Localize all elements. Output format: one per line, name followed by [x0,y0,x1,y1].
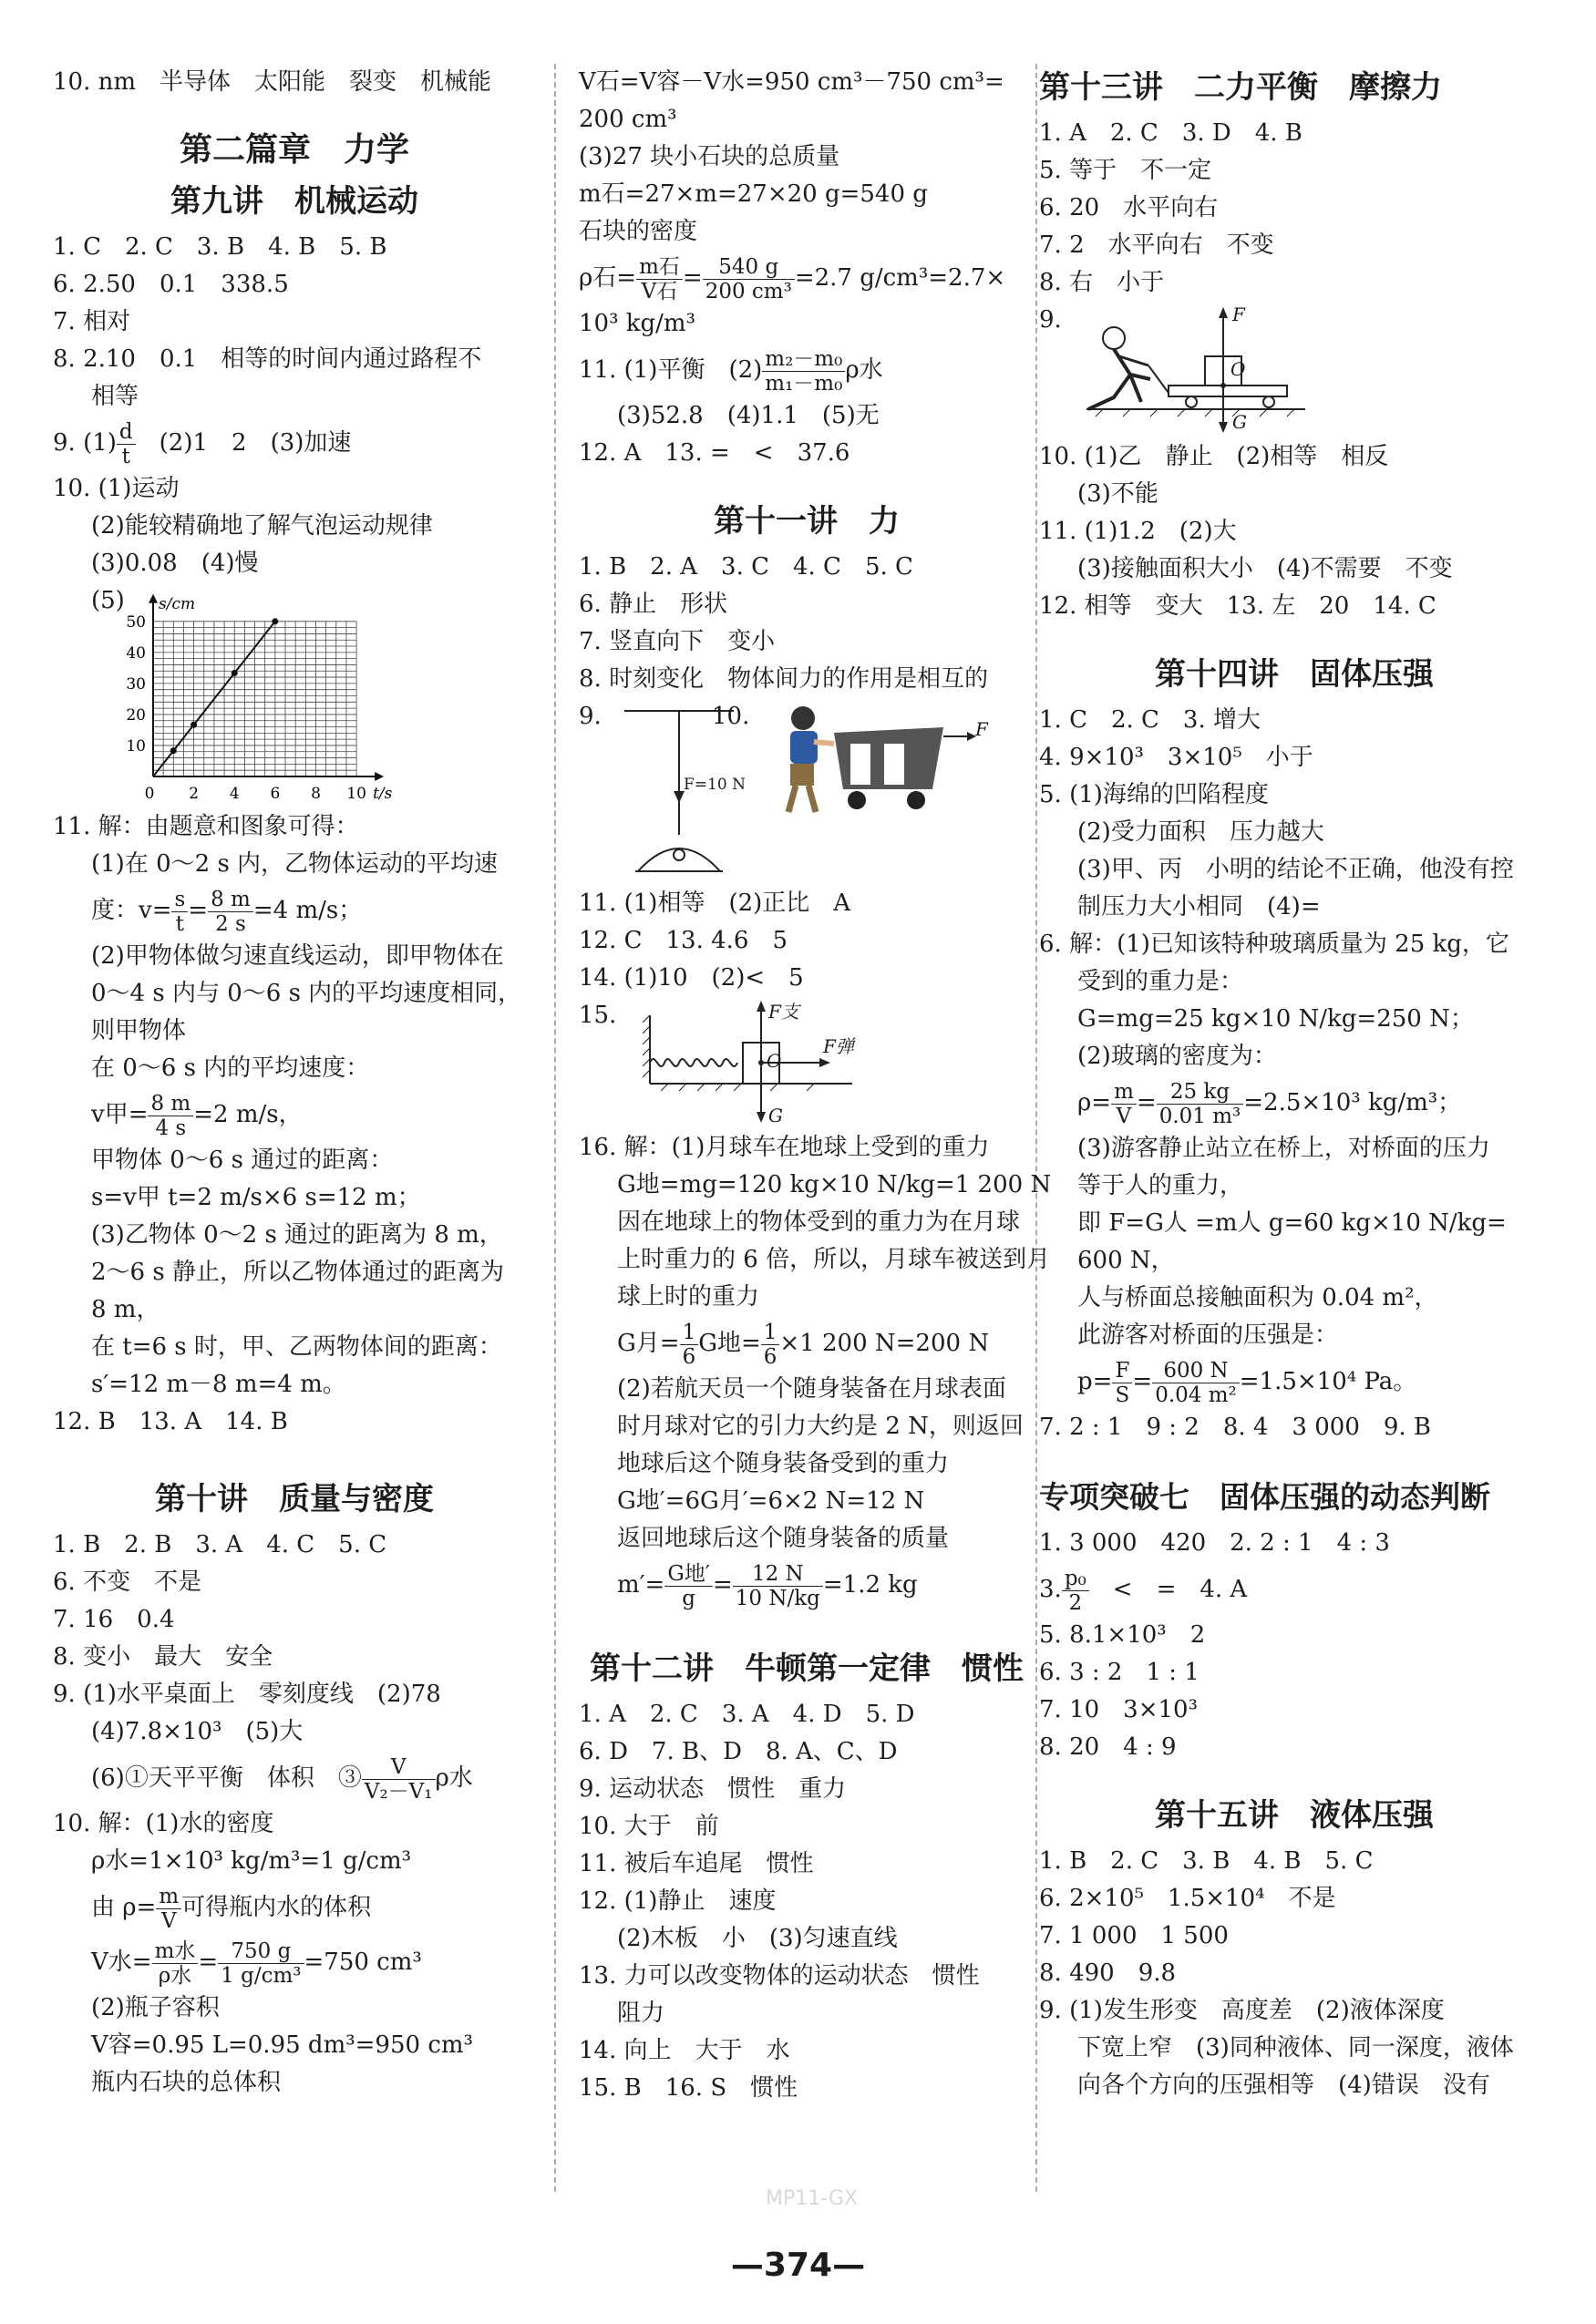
answer-line: 受到的重力是： [1077,968,1244,995]
x-tick-label: 0 [144,785,155,803]
figure-number: 9. [579,703,602,730]
answer-line: 12. (1)静止 速度 [579,1887,777,1915]
answer-line: 8 m， [91,1296,160,1323]
data-point [170,747,177,754]
fraction: $\frac{m}{V}$ [1111,1080,1137,1128]
page-number: —374— [730,2247,866,2284]
answer-line: (2)甲物体做匀速直线运动，即甲物体在 [91,942,504,970]
answer-line: 1. A 2. C 3. D 4. B [1039,119,1303,147]
answer-line: 地球后这个随身装备受到的重力 [617,1450,950,1477]
figure-number: 10. [712,703,750,730]
answer-line: 1. B 2. B 3. A 4. C 5. C [53,1531,387,1558]
answer-line: 12. 相等 变大 13. 左 20 14. C [1039,592,1436,620]
answer-line: 相等 [91,383,139,410]
fraction: $\frac{1}{6}$ [761,1321,780,1369]
answer-line: 7. 竖直向下 变小 [579,628,776,655]
fraction: $\frac{25 kg}{\text{0.01 m³}}$ [1157,1080,1244,1128]
answer-line: 7. 10 3×10³ [1039,1696,1198,1723]
answer-line: 5. (1)海绵的凹陷程度 [1039,781,1269,808]
figures-9-10 [579,698,1035,885]
answer-line: 阻力 [617,2000,665,2027]
st-chart-svg [98,585,490,808]
force-label: G [1232,411,1247,433]
point-label: O [1230,358,1246,380]
x-tick-label: 2 [189,785,200,803]
fraction: $\frac{\text{m水}}{\text{ρ水}}$ [152,1939,199,1988]
spring-block-figure [643,997,861,1125]
column-divider [1035,64,1037,2192]
answer-line: m石=27×m=27×20 g=540 g [579,180,928,208]
answer-line: 5. 8.1×10³ 2 [1039,1621,1206,1649]
answer-line: (2)能较精确地了解气泡运动规律 [91,512,433,540]
fraction: $\frac{12 N}{10 N/kg}$ [733,1562,823,1610]
answer-line: 7. 2 水平向右 不变 [1039,231,1274,259]
answer-line: p= $\frac{F}{S}$ = $\frac{600 N}{\text{0.04 m²}}$ =1.5×10⁴ Pa。 [1077,1358,1417,1407]
answer-line: (3)游客静止站立在桥上，对桥面的压力 [1077,1135,1490,1162]
answer-line: 1. C 2. C 3. 增大 [1039,706,1261,734]
data-point [232,670,238,676]
fraction: $\frac{F}{S}$ [1112,1359,1132,1407]
answer-line: 14. (1)10 (2)< 5 [579,964,804,992]
answer-line: 6. D 7. B、D 8. A、C、D [579,1738,898,1765]
figure-9-pushing-cart [1039,302,1550,438]
answer-line: 6. 2.50 0.1 338.5 [53,271,289,298]
answer-line: 11. 被后车追尾 惯性 [579,1850,814,1877]
force-label: F支 [768,1001,799,1023]
answer-line: (3)27 块小石块的总质量 [579,143,840,170]
x-axis-arrow [375,772,384,781]
answer-line: 200 cm³ [579,106,677,133]
section-title: 第十四讲 固体压强 [1155,656,1434,693]
answer-line: 8. 变小 最大 安全 [53,1643,273,1671]
answer-line: 返回地球后这个随身装备的质量 [617,1525,950,1552]
figure-15 [579,997,1035,1129]
force-label: F [1232,303,1245,325]
answer-line: (2)若航天员一个随身装备在月球表面 [617,1375,1006,1403]
answer-line: m′= $\frac{\text{G地′}}{g}$ = $\frac{12 N}{10 N/kg}$ =1.2 kg [617,1561,918,1610]
fraction: $\frac{V}{\text{V₂－V₁}}$ [362,1755,436,1804]
answer-line: 即 F=G人 =m人 g=60 kg×10 N/kg= [1077,1209,1507,1237]
y-axis-label: s/cm [159,594,196,613]
y-axis-arrow [149,594,158,603]
answer-line: V石=V容－V水=950 cm³－750 cm³= [579,68,1004,96]
answer-line: 8. 时刻变化 物体间力的作用是相互的 [579,665,989,693]
answer-line: 12. A 13. = < 37.6 [579,439,850,467]
answer-line: s′=12 m－8 m=4 m。 [91,1371,346,1398]
answer-line: 8. 2.10 0.1 相等的时间内通过路程不 [53,345,482,373]
answer-line: (1)在 0～2 s 内，乙物体运动的平均速 [91,850,499,878]
answer-line: 8. 20 4 : 9 [1039,1733,1177,1761]
push-cart-figure [1077,302,1314,438]
answer-line: ρ石= $\frac{\text{m石}}{\text{V石}}$ = $\frac{540 g}{\text{200 cm³}}$ =2.7 g/cm³=2.7× [579,254,1006,303]
figure-number: 15. [579,1002,617,1029]
answer-line: 6. 解：(1)已知该特种玻璃质量为 25 kg，它 [1039,931,1509,958]
section-title: 第十二讲 牛顿第一定律 惯性 [590,1650,1024,1687]
data-point [272,618,278,624]
answer-line: 在 0～6 s 内的平均速度： [91,1054,370,1082]
answer-line: 向各个方向的压强相等 (4)错误 没有 [1077,2072,1490,2099]
answer-line: 6. 3 : 2 1 : 1 [1039,1659,1200,1686]
figure-number: 9. [1039,306,1062,334]
answer-line: (3)不能 [1077,480,1158,508]
answer-line: 10. 大于 前 [579,1813,719,1840]
section-title: 第十五讲 液体压强 [1155,1797,1434,1834]
force-label: G [768,1105,783,1126]
answer-line: 13. 力可以改变物体的运动状态 惯性 [579,1962,980,1990]
section-title: 第十三讲 二力平衡 摩擦力 [1039,69,1442,106]
x-axis-label: t/s [373,785,393,803]
fraction: $\frac{s}{t}$ [171,888,188,936]
answer-line: G=mg=25 kg×10 N/kg=250 N； [1077,1005,1474,1033]
answer-line: (4)7.8×10³ (5)大 [91,1718,304,1745]
x-tick-label: 4 [229,785,240,803]
answer-line: 6. 不变 不是 [53,1568,202,1596]
answer-line: 1. A 2. C 3. A 4. D 5. D [579,1701,915,1728]
force-label: F=10 N [684,776,746,794]
answer-line: G地=mg=120 kg×10 N/kg=1 200 N [617,1171,1052,1198]
answer-line: 7. 2 : 1 9 : 2 8. 4 3 000 9. B [1039,1414,1432,1441]
x-tick-label: 8 [311,785,321,803]
answer-line: 9. (1) $\frac{d}{t}$ (2)1 2 (3)加速 [53,419,352,468]
answer-line: 瓶内石块的总体积 [91,2069,282,2096]
answer-line: (2)玻璃的密度为： [1077,1043,1277,1070]
answer-line: V水= $\frac{\text{m水}}{\text{ρ水}}$ = $\frac{750 g}{\text{1 g/cm³}}$ =750 cm³ [91,1938,422,1988]
answer-line: (3)0.08 (4)慢 [91,550,259,577]
answer-line: 15. B 16. S 惯性 [579,2074,798,2102]
answer-column-2 [579,64,1052,2107]
section-title: 第十讲 质量与密度 [155,1481,434,1517]
answer-line: 5. 等于 不一定 [1039,157,1212,184]
y-tick-label: 40 [126,643,146,663]
answer-line: 等于人的重力， [1077,1172,1244,1199]
answer-line: (6)①天平平衡 体积 ③ $\frac{V}{\text{V₂－V₁}}$ ρ水 [91,1754,473,1804]
answer-line: 6. 2×10⁵ 1.5×10⁴ 不是 [1039,1885,1336,1912]
answer-line: 10³ kg/m³ [579,310,696,337]
fraction: $\frac{8 m}{4 s}$ [148,1092,193,1140]
section-title: 专项突破七 固体压强的动态判断 [1039,1479,1490,1515]
answer-line: 制压力大小相同 (4)= [1077,893,1321,920]
answer-line: 2～6 s 静止，所以乙物体通过的距离为 [91,1259,504,1286]
answer-line: 10. 解：(1)水的密度 [53,1810,274,1837]
answer-line: 11. (1)相等 (2)正比 A [579,889,851,917]
answer-line: 7. 相对 [53,308,131,335]
column-divider [554,64,556,2192]
answer-line: 1. C 2. C 3. B 4. B 5. B [53,233,387,261]
answer-line: 球上时的重力 [617,1283,760,1311]
fraction: $\frac{540 g}{\text{200 cm³}}$ [703,255,795,303]
answer-line: 600 N， [1077,1247,1175,1274]
answer-line: 10. (1)乙 静止 (2)相等 相反 [1039,443,1389,470]
answer-line: 0～4 s 内与 0～6 s 内的平均速度相同， [91,980,522,1007]
answer-line: (2)瓶子容积 [91,1994,220,2021]
answer-line: 人与桥面总接触面积为 0.04 m²， [1077,1284,1438,1311]
answer-line: 11. (1)1.2 (2)大 [1039,518,1237,545]
distance-time-graph [53,585,536,808]
answer-line: 甲物体 0～6 s 通过的距离： [91,1147,394,1174]
answer-line: 12. C 13. 4.6 5 [579,927,788,954]
answer-line: 11. (1)平衡 (2) $\frac{\text{m₂－m₀}}{\text{m₁－m₀}}$ ρ水 [579,346,883,396]
x-tick-label: 10 [346,785,366,803]
answer-line: 8. 右 小于 [1039,269,1165,296]
y-tick-label: 20 [126,705,146,725]
x-tick-label: 6 [270,785,281,803]
answer-line: G地′=6G月′=6×2 N=12 N [617,1487,925,1515]
fraction: $\frac{\text{m₂－m₀}}{\text{m₁－m₀}}$ [762,347,845,396]
answer-line: 16. 解：(1)月球车在地球上受到的重力 [579,1134,990,1161]
y-tick-label: 30 [126,674,146,694]
answer-line: (3)接触面积大小 (4)不需要 不变 [1077,555,1453,582]
force-label: F弹 [823,1035,854,1057]
answer-line: G月= $\frac{1}{6}$ G地= $\frac{1}{6}$ ×1 200 N=200 N [617,1320,990,1369]
answer-line: ρ= $\frac{m}{V}$ = $\frac{25 kg}{\text{0.01 m³}}$ =2.5×10³ kg/m³； [1077,1079,1462,1128]
answer-line: 因在地球上的物体受到的重力为在月球 [617,1208,1021,1236]
answer-line: ρ水=1×10³ kg/m³=1 g/cm³ [91,1847,412,1875]
data-point [190,722,197,728]
answer-line: 7. 1 000 1 500 [1039,1922,1229,1949]
answer-line: 则甲物体 [91,1017,187,1044]
answer-line: 由 ρ= $\frac{m}{V}$ 可得瓶内水的体积 [91,1884,372,1933]
fraction: $\frac{m}{V}$ [156,1885,181,1933]
answer-line: 度：v= $\frac{s}{t}$ = $\frac{8 m}{2 s}$ =4 m/s； [91,887,363,936]
answer-line: V容=0.95 L=0.95 dm³=950 cm³ [91,2031,473,2059]
fraction: $\frac{750 g}{\text{1 g/cm³}}$ [218,1939,304,1988]
section-title: 第十一讲 力 [714,503,900,540]
answer-column-3 [1039,64,1550,2104]
fraction: $\frac{\text{m石}}{\text{V石}}$ [636,255,683,303]
answer-line: 4. 9×10³ 3×10⁵ 小于 [1039,744,1313,771]
answer-line: 14. 向上 大于 水 [579,2037,790,2064]
fraction: $\frac{\text{p₀}}{2}$ [1062,1567,1089,1615]
answer-column-1 [53,64,536,2102]
answer-line: 11. 解：由题意和图象可得： [53,813,359,840]
answer-line: 10. nm 半导体 太阳能 裂变 机械能 [53,68,492,96]
answer-line: (2)木板 小 (3)匀速直线 [617,1925,898,1952]
answer-line: 12. B 13. A 14. B [53,1408,288,1435]
section-title: 第九讲 机械运动 [170,183,418,220]
answer-line: (3)甲、丙 小明的结论不正确，他没有控 [1077,856,1514,883]
answer-line: 7. 16 0.4 [53,1606,175,1633]
answer-line: (5) [91,587,125,614]
answer-line: 1. 3 000 420 2. 2 : 1 4 : 3 [1039,1529,1390,1557]
point-label: O [767,1050,782,1072]
watermark: MP11-GX [766,2187,859,2210]
answer-line: 6. 20 水平向右 [1039,194,1219,221]
answer-line: 此游客对桥面的压强是： [1077,1321,1339,1349]
answer-line: 下宽上窄 (3)同种液体、同一深度，液体 [1077,2034,1514,2062]
fraction: $\frac{1}{6}$ [680,1321,699,1369]
y-tick-label: 50 [126,612,146,632]
answer-line: 1. B 2. A 3. C 4. C 5. C [579,553,913,581]
answer-line: 3. $\frac{\text{p₀}}{2}$ < = 4. A [1039,1566,1248,1615]
answer-line: 1. B 2. C 3. B 4. B 5. C [1039,1847,1374,1875]
answer-line: 10. (1)运动 [53,475,180,502]
fraction: $\frac{600 N}{\text{0.04 m²}}$ [1152,1359,1240,1407]
answer-line: s=v甲 t=2 m/s×6 s=12 m； [91,1184,421,1211]
answer-line: v甲= $\frac{8 m}{4 s}$ =2 m/s， [91,1091,303,1140]
fraction: $\frac{\text{G地′}}{g}$ [664,1562,713,1610]
y-tick-label: 10 [126,736,146,756]
answer-line: 时月球对它的引力大约是 2 N，则返回 [617,1413,1024,1440]
answer-line: (3)乙物体 0～2 s 通过的距离为 8 m， [91,1221,503,1249]
answer-line: 上时重力的 6 倍，所以，月球车被送到月 [617,1246,1051,1273]
answer-line: 8. 490 9.8 [1039,1959,1177,1987]
fraction: $\frac{d}{t}$ [117,420,136,468]
cart-push-figure [761,698,980,826]
answer-line: 6. 静止 形状 [579,591,728,618]
answer-line: 9. (1)水平桌面上 零刻度线 (2)78 [53,1681,441,1708]
answer-line: (3)52.8 (4)1.1 (5)无 [617,402,880,429]
answer-line: 9. (1)发生形变 高度差 (2)液体深度 [1039,1997,1445,2024]
answer-line: (2)受力面积 压力越大 [1077,818,1324,846]
fraction: $\frac{8 m}{2 s}$ [208,888,253,936]
force-label: F [975,718,988,740]
answer-line: 石块的密度 [579,218,698,245]
answer-line: 9. 运动状态 惯性 重力 [579,1775,847,1803]
answer-line: 在 t=6 s 时，甲、乙两物体间的距离： [91,1333,502,1361]
chapter-title: 第二篇章 力学 [179,131,409,169]
